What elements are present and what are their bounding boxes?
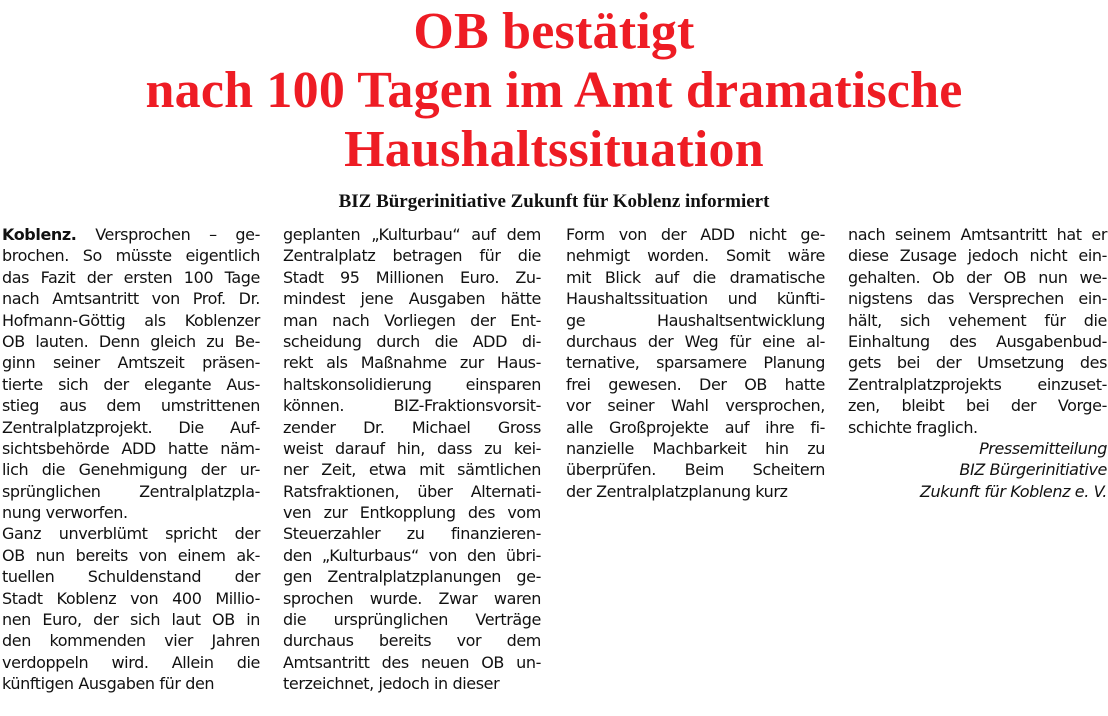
- article-column-3: [566, 224, 825, 502]
- text-line: tierte sich der elegante Aus-: [2, 374, 260, 394]
- text-line: brochen. So müsste eigentlich: [2, 246, 260, 266]
- signature-line: Zukunft für Koblenz e. V.: [919, 481, 1107, 501]
- text-line: nach seinem Amtsantritt hat er: [848, 225, 1107, 244]
- text-line: Einhaltung des Ausgabenbud-: [848, 331, 1107, 351]
- text-line: durchaus bereits vor dem: [283, 631, 541, 651]
- text-line: den kommenden vier Jahren: [2, 631, 260, 651]
- text-line: den „Kulturbaus“ von den übri-: [283, 545, 541, 565]
- text-line: durchaus der Weg für eine al-: [566, 331, 825, 351]
- text-line: Zentralplatzprojekt. Die Auf-: [2, 417, 260, 437]
- text-line: die ursprünglichen Verträge: [283, 610, 541, 630]
- text-line: [2, 224, 260, 245]
- text-line: Zentralplatz betragen für die: [283, 246, 541, 266]
- text-line: frei gewesen. Der OB hatte: [566, 374, 825, 394]
- text-line: verdoppeln wird. Allein die: [2, 652, 260, 672]
- text-line: ternative, sparsamere Planung: [566, 353, 825, 373]
- text-line: Ratsfraktionen, über Alternati-: [283, 481, 541, 501]
- text-line: zender Dr. Michael Gross: [283, 417, 541, 437]
- text-line: ner Zeit, etwa mit sämtlichen: [283, 460, 541, 480]
- text-line: OB nun bereits von einem ak-: [2, 545, 260, 565]
- text-line: terzeichnet, jedoch in dieser: [283, 674, 500, 694]
- text-line: man nach Vorliegen der Ent-: [283, 310, 541, 330]
- signature-line: BIZ Bürgerinitiative: [959, 460, 1107, 480]
- text-line: künftigen Ausgaben für den: [2, 674, 215, 694]
- text-line: schichte fraglich.: [848, 417, 978, 437]
- text-line: hält, sich vehement für die: [848, 310, 1107, 330]
- text-line: können. BIZ-Fraktionsvorsit-: [283, 396, 541, 416]
- text-line: mindest jene Ausgaben hätte: [283, 289, 541, 309]
- text-line: tuellen Schuldenstand der: [2, 567, 260, 587]
- dateline: Koblenz.: [2, 225, 77, 244]
- text-line: nung verworfen.: [2, 503, 128, 523]
- text-line: diese Zusage jedoch nicht ein-: [848, 246, 1107, 266]
- headline: [0, 2, 1108, 179]
- text-line: lich die Genehmigung der ur-: [2, 460, 260, 480]
- text-line: gehalten. Ob der OB nun we-: [848, 267, 1107, 287]
- text-line: Zentralplatzprojekts einzuset-: [848, 374, 1107, 394]
- article-column-1: [2, 224, 260, 695]
- headline-line-2: nach 100 Tagen im Amt dramatische: [145, 62, 963, 119]
- text-line: vor seiner Wahl versprochen,: [566, 396, 825, 416]
- text-line: sichtsbehörde ADD hatte näm-: [2, 438, 260, 458]
- subheadline: BIZ Bürgerinitiative Zukunft für Koblenz informiert: [338, 191, 770, 212]
- text-line: Steuerzahler zu finanzieren-: [283, 524, 541, 544]
- text-line: Hofmann-Göttig als Koblenzer: [2, 310, 260, 330]
- text-line: der Zentralplatzplanung kurz: [566, 481, 788, 501]
- text-line: Stadt Koblenz von 400 Millio-: [2, 588, 260, 608]
- text-line: gets bei der Umsetzung des: [848, 353, 1107, 373]
- text-line: ginn seiner Amtszeit präsen-: [2, 353, 260, 373]
- text-line: haltskonsolidierung einsparen: [283, 374, 541, 394]
- text-line: Amtsantritt des neuen OB un-: [283, 652, 541, 672]
- text-line: sprochen wurde. Zwar waren: [283, 588, 541, 608]
- text-line: nehmigt worden. Somit wäre: [566, 246, 825, 266]
- text-line: ge Haushaltsentwicklung: [566, 310, 825, 330]
- headline-line-3: Haushaltssituation: [344, 121, 764, 178]
- text-line: geplanten „Kulturbau“ auf dem: [283, 225, 541, 244]
- text-line: ven zur Entkopplung des vom: [283, 503, 541, 523]
- headline-line-1: OB bestätigt: [413, 3, 695, 60]
- text-line: Haushaltssituation und künfti-: [566, 289, 825, 309]
- article-column-4: [848, 224, 1107, 502]
- text-line: Stadt 95 Millionen Euro. Zu-: [283, 267, 541, 287]
- text-line: alle Großprojekte auf ihre fi-: [566, 417, 825, 437]
- text-line: Form von der ADD nicht ge-: [566, 225, 825, 244]
- text-line: rekt als Maßnahme zur Haus-: [283, 353, 541, 373]
- text-line: überprüfen. Beim Scheitern: [566, 460, 825, 480]
- text-line: zen, bleibt bei der Vorge-: [848, 396, 1107, 416]
- article-column-2: [283, 224, 541, 695]
- text-line: sprünglichen Zentralplatzpla-: [2, 481, 260, 501]
- text-line: stieg aus dem umstrittenen: [2, 396, 260, 416]
- signature-line: Pressemitteilung: [979, 438, 1107, 458]
- text-line: das Fazit der ersten 100 Tage: [2, 267, 260, 287]
- text-line: mit Blick auf die dramatische: [566, 267, 825, 287]
- text-line: scheidung durch die ADD di-: [283, 331, 541, 351]
- text-fragment: Versprochen – ge-: [76, 225, 260, 244]
- text-line: weist darauf hin, dass zu kei-: [283, 438, 541, 458]
- text-line: nen Euro, der sich laut OB in: [2, 610, 260, 630]
- text-line: nanzielle Machbarkeit hin zu: [566, 438, 825, 458]
- text-line: nach Amtsantritt von Prof. Dr.: [2, 289, 260, 309]
- text-line: Ganz unverblümt spricht der: [2, 524, 260, 544]
- text-line: gen Zentralplatzplanungen ge-: [283, 567, 541, 587]
- text-line: nigstens das Versprechen ein-: [848, 289, 1107, 309]
- text-line: OB lauten. Denn gleich zu Be-: [2, 331, 260, 351]
